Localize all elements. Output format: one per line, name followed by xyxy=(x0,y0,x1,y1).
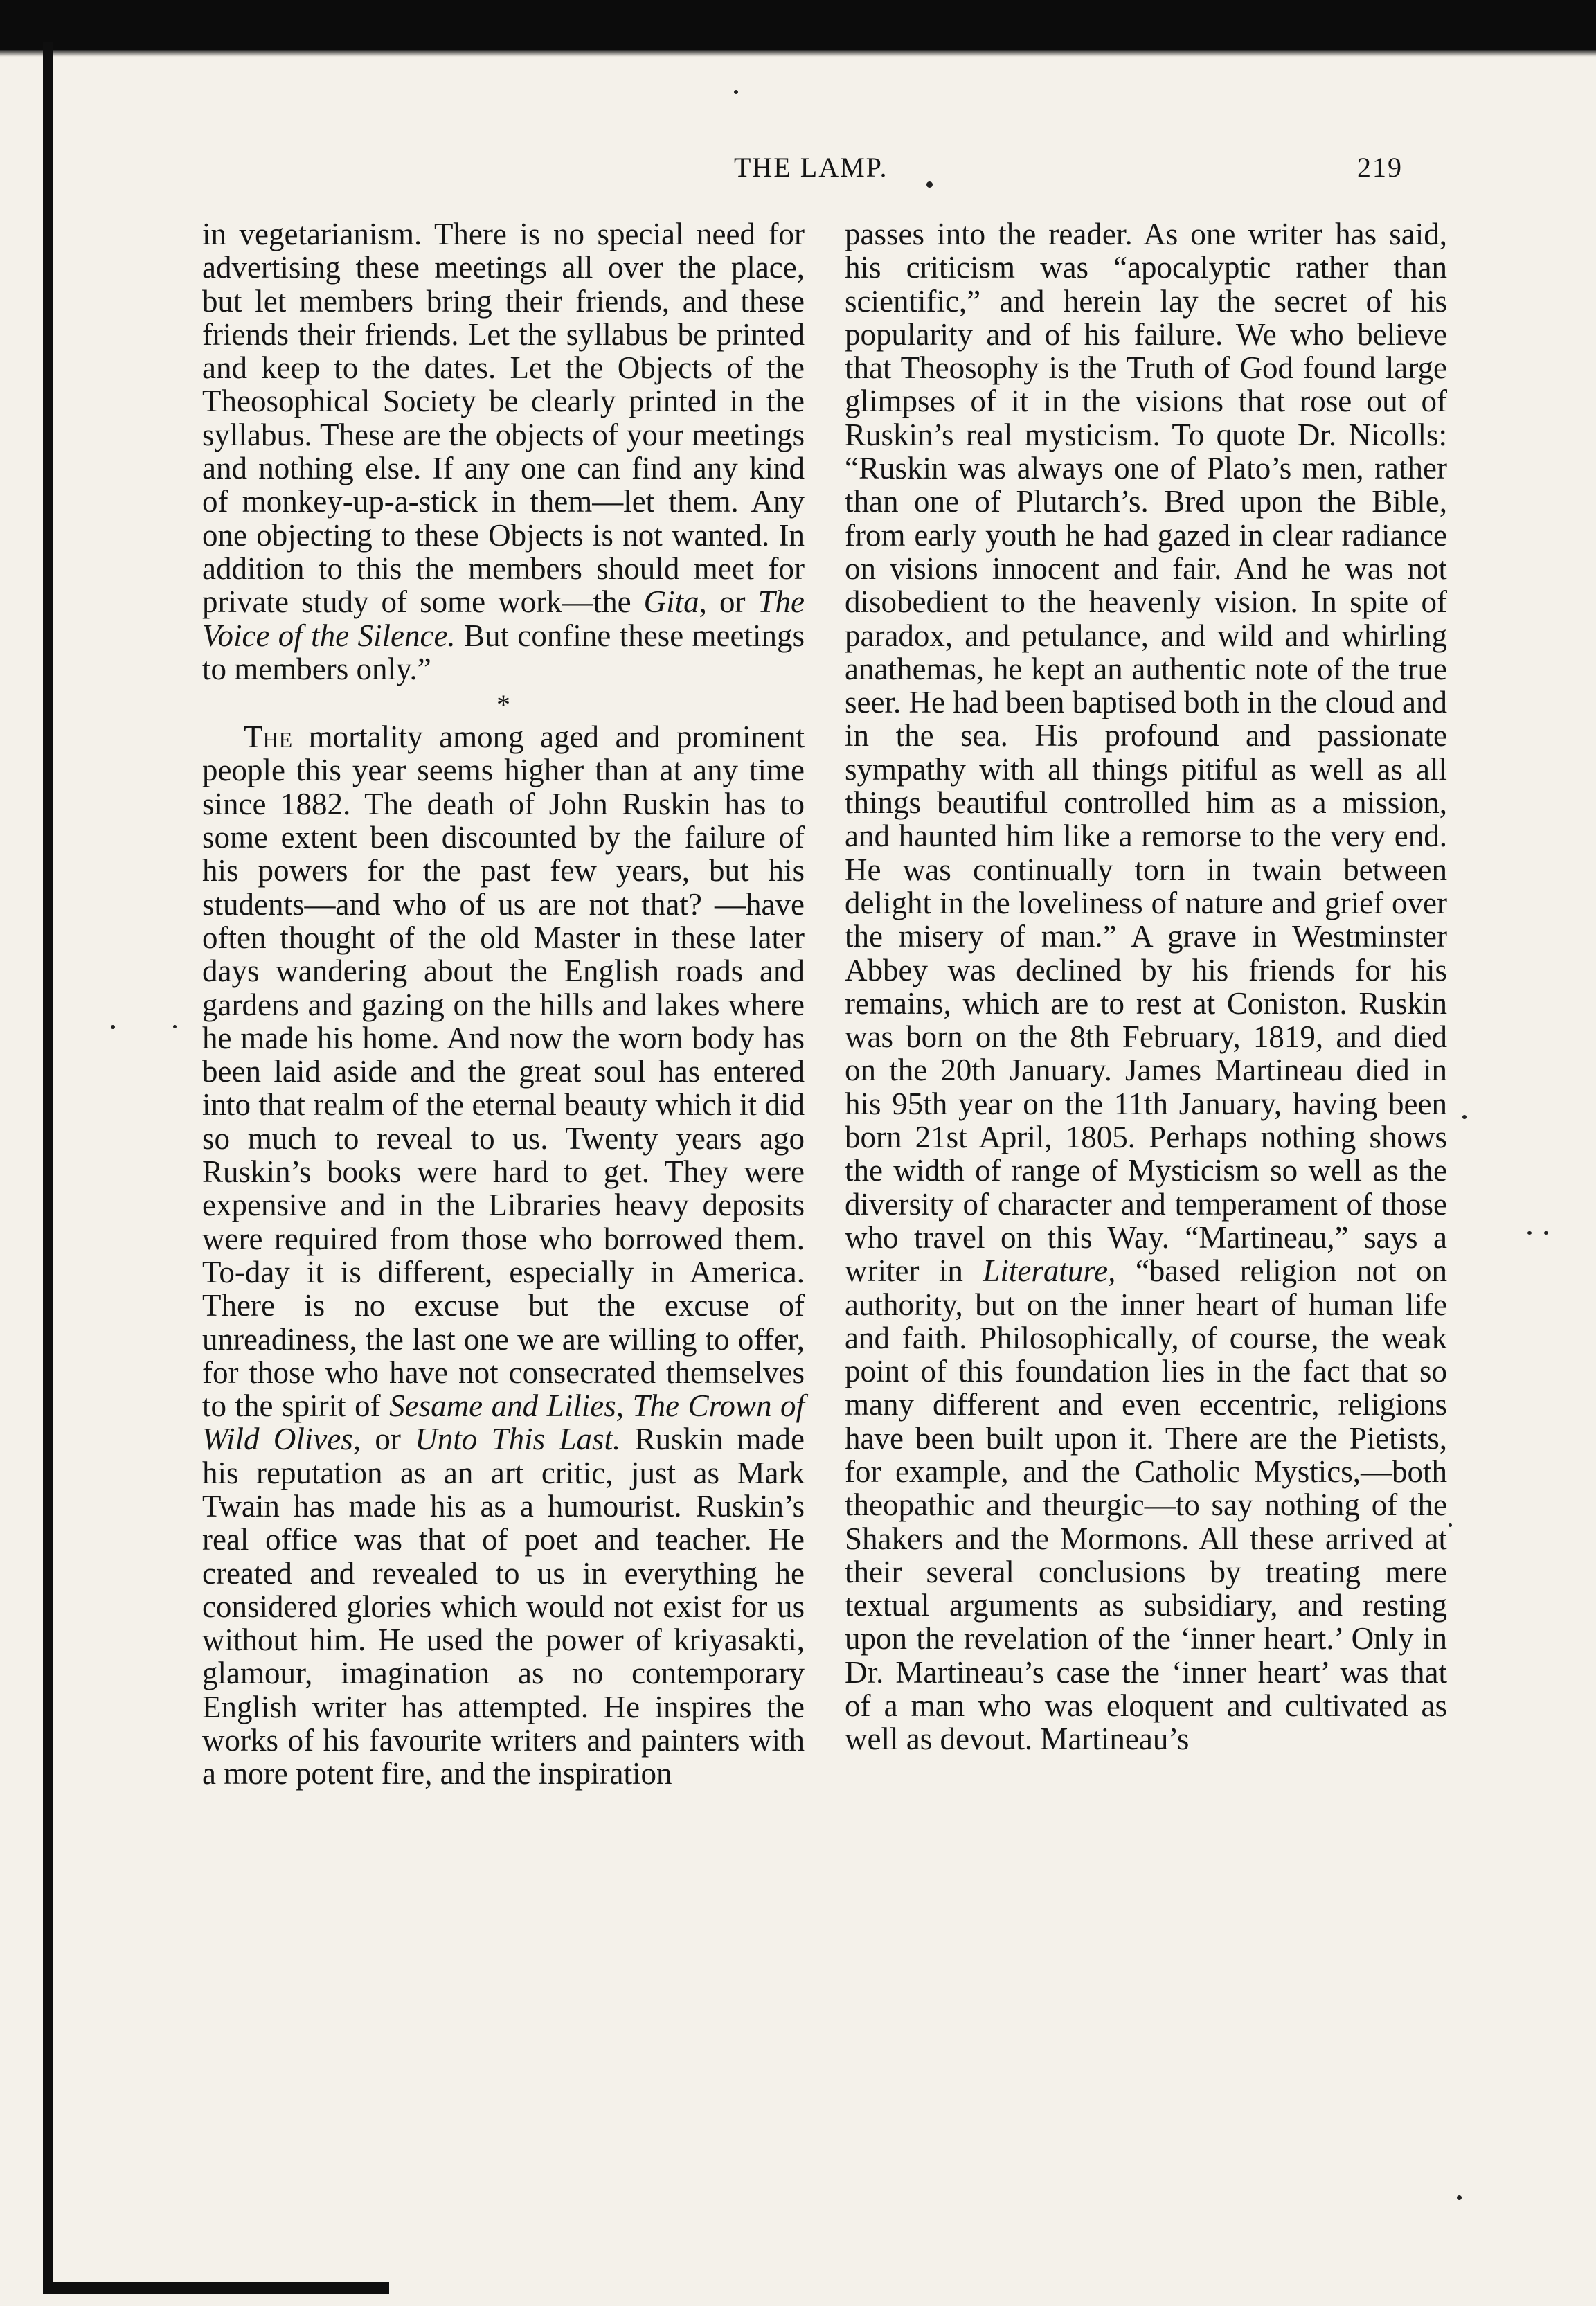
paragraph-ruskin-continued: passes into the reader. As one writer has said, his criticism was “apocalyptic rather than scientific,” and herein lay the secret of his popularity and of his failure. We who believe that Theosophy is the Truth of God found large glimpses of it in the visions that rose out of Ruskin’s real mysticism. To quote Dr. Nicolls: “Ruskin was always one of Plato’s men, rather than one of Plutarch’s. Bred upon the Bible, from early youth he had gazed in clear radiance on visions innocent and fair. And he was not disobedient to the heavenly vision. In spite of paradox, and petulance, and wild and whirling anathemas, he kept an authentic note of the true seer. He had been baptised both in the cloud and in the sea. His profound and passionate sympathy with all things pitiful as well as all things beautiful controlled him as a mission, and haunted him like a remorse to the very end. He was continually torn in twain between delight in the loveliness of nature and grief over the misery of man.” A grave in Westminster Abbey was declined by his friends for his remains, which are to rest at Coniston. Ruskin was born on the 8th February, 1819, and died on the 20th January. James Martineau died in his 95th year on the 11th January, having been born 21st April, 1805. Perhaps nothing shows the width of range of Mysticism so well as the diversity of character and temperament of those who travel on this Way. “Martineau,” says a writer in Literature, “based religion not on authority, but on the inner heart of human life and faith. Philosophically, of course, the weak point of this foundation lies in the fact that so many different and even eccentric, religions have been built upon it. There are the Pietists, for example, and the Catholic Mystics,—both theopathic and theurgic—to say nothing of the Shakers and the Mormons. All these arrived at their several conclusions by treating mere textual arguments as subsidiary, and resting upon the revelation of the ‘inner heart.’ Only in Dr. Martineau’s case the ‘inner heart’ was that of a man who was eloquent and cultivated as well as devout. Martineau’s xyxy=(845,217,1448,1757)
scan-speck xyxy=(111,1025,115,1029)
scan-speck xyxy=(926,181,933,188)
scan-speck xyxy=(734,90,738,94)
scan-speck xyxy=(1544,1231,1548,1235)
scan-top-shadow xyxy=(0,50,1596,57)
scan-speck xyxy=(1462,1115,1467,1119)
paragraph-ruskin: The mortality among aged and prominent people this year seems higher than at any time since 1882. The death of John Ruskin has to some extent been discounted by the failure of his powers for the past few years, but his students—and who of us are not that? —have often thought of the old Master in these later days wandering about the English roads and gardens and gazing on the hills and lakes where he made his home. And now the worn body has been laid aside and the great soul has entered into that realm of the eternal beauty which it did so much to reveal to us. Twenty years ago Ruskin’s books were hard to get. They were expensive and in the Libraries heavy deposits were required from those who borrowed them. To-day it is different, especially in America. There is no excuse but the excuse of unreadiness, the last one we are willing to offer, for those who have not consecrated themselves to the spirit of Sesame and Lilies, The Crown of Wild Olives, or Unto This Last. Ruskin made his reputation as an art critic, just as Mark Twain has made his as a humourist. Ruskin’s real office was that of poet and teacher. He created and revealed to us in everything he considered glories which would not exist for us without him. He used the power of kriyasakti, glamour, imagination as no contemporary English writer has attempted. He inspires the works of his favourite writers and painters with a more potent fire, and the inspiration xyxy=(202,719,805,1791)
left-column xyxy=(202,217,805,2260)
running-title: THE LAMP. xyxy=(734,152,888,183)
scan-left-border xyxy=(43,42,53,2285)
scan-top-border xyxy=(0,0,1596,50)
scan-speck xyxy=(1457,2195,1462,2200)
scan-speck xyxy=(1449,1523,1452,1527)
section-separator: * xyxy=(496,689,510,721)
paragraph-vegetarianism: in vegetarianism. There is no special need for advertising these meetings all over the place, but let members bring their friends, and these friends their friends. Let the syllabus be printed and keep to the dates. Let the Objects of the Theosophical Society be clearly printed in the syllabus. These are the objects of your meetings and nothing else. If any one can find any kind of monkey-up-a-stick in them—let them. Any one objecting to these Objects is not wanted. In addition to this the members should meet for private study of some work—the Gita, or The Voice of the Silence. But confine these meetings to members only.” xyxy=(202,217,805,686)
right-column xyxy=(845,217,1447,2260)
scan-bottom-border xyxy=(43,2282,389,2294)
scan-speck xyxy=(173,1025,177,1028)
scan-speck xyxy=(1527,1231,1532,1235)
page-number: 219 xyxy=(1357,152,1403,183)
page-header xyxy=(0,151,1596,193)
